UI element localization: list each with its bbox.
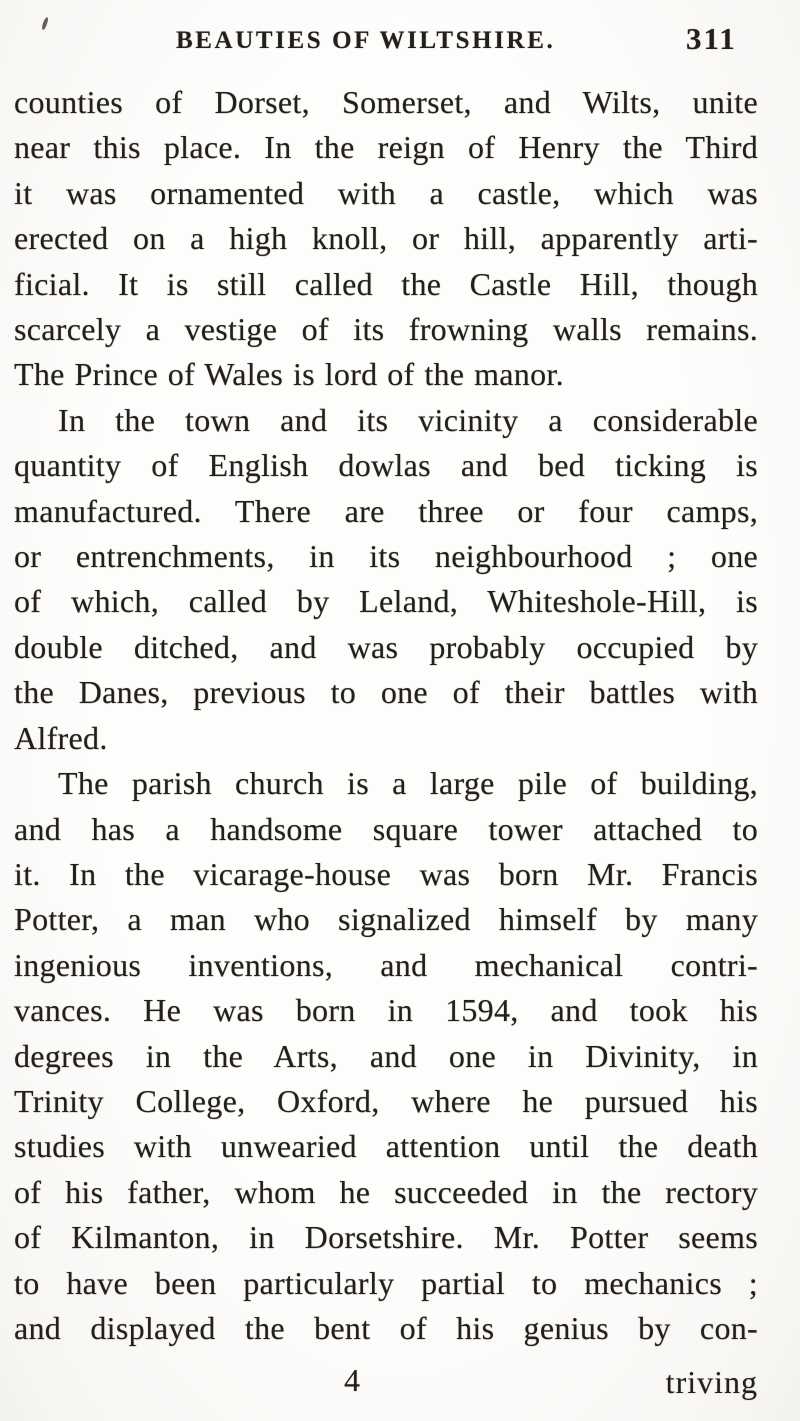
text-line: The parish church is a large pile of building,	[58, 765, 758, 802]
text-line: the Danes, previous to one of their battles with	[14, 674, 758, 711]
text-line: it. In the vicarage-house was born Mr. Francis	[14, 855, 758, 892]
text-line: manufactured. There are three or four camps,	[14, 492, 758, 529]
text-line: or entrenchments, in its neighbourhood ; one	[14, 538, 758, 575]
text-line: ingenious inventions, and mechanical contri-	[14, 946, 758, 983]
text-line: Potter, a man who signalized himself by many	[14, 901, 758, 938]
text-line: double ditched, and was probably occupied by	[14, 628, 758, 665]
text-line: quantity of English dowlas and bed ticking is	[14, 447, 758, 484]
text-line: scarcely a vestige of its frowning walls remains.	[14, 311, 758, 348]
paragraph-1	[14, 80, 758, 398]
running-header	[0, 0, 800, 70]
text-line: counties of Dorset, Somerset, and Wilts, unite	[14, 84, 758, 120]
running-header-title: BEAUTIES OF WILTSHIRE.	[176, 27, 556, 54]
text-line: and has a handsome square tower attached to	[14, 810, 758, 847]
catchword: triving	[665, 1364, 758, 1400]
paragraph-3	[14, 761, 758, 1351]
text-line: erected on a high knoll, or hill, apparently arti-	[14, 220, 758, 257]
text-line: ficial. It is still called the Castle Hill, though	[14, 265, 758, 302]
text-line: of Kilmanton, in Dorsetshire. Mr. Potter seems	[14, 1219, 758, 1256]
text-line: vances. He was born in 1594, and took his	[14, 992, 758, 1029]
text-line: and displayed the bent of his genius by con-	[14, 1309, 758, 1346]
page-footer	[14, 1357, 758, 1407]
text-line: of which, called by Leland, Whiteshole-Hill, is	[14, 583, 758, 620]
text-line: Alfred.	[14, 719, 108, 756]
paragraph-2	[14, 398, 758, 761]
text-line: near this place. In the reign of Henry the Third	[14, 129, 758, 166]
text-line: studies with unwearied attention until the death	[14, 1128, 758, 1165]
text-line: to have been particularly partial to mechanics ;	[14, 1264, 758, 1301]
text-line: degrees in the Arts, and one in Divinity, in	[14, 1037, 758, 1074]
body-text	[14, 80, 758, 1351]
signature-mark: 4	[344, 1362, 360, 1398]
text-line: In the town and its vicinity a considerable	[58, 401, 758, 438]
page-number: 311	[686, 21, 737, 56]
text-line: of his father, whom he succeeded in the rectory	[14, 1173, 758, 1210]
text-line: The Prince of Wales is lord of the manor.	[14, 356, 564, 393]
text-line: Trinity College, Oxford, where he pursued his	[14, 1082, 758, 1119]
text-line: it was ornamented with a castle, which was	[14, 174, 758, 211]
